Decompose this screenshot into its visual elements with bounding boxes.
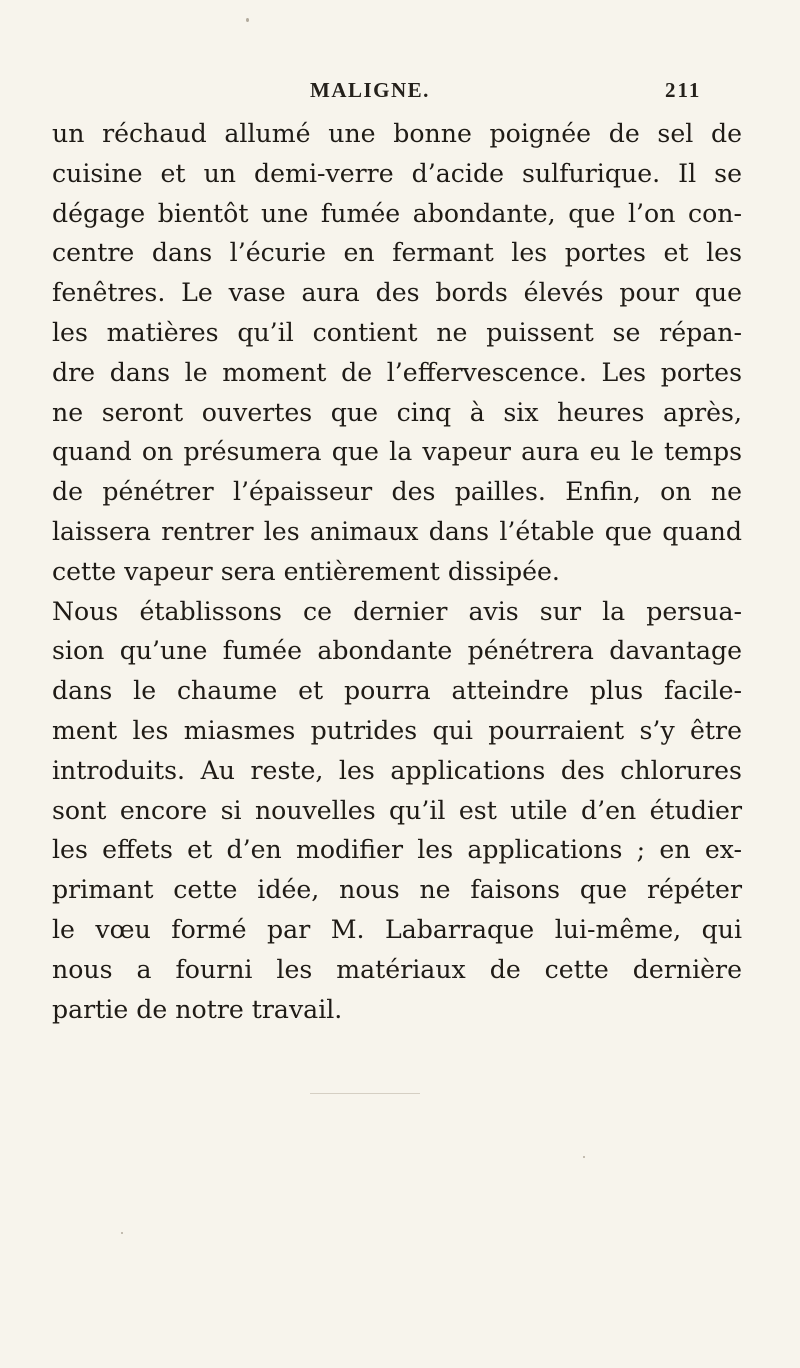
paper-speck [246,18,249,22]
text-line: centre dans l’écurie en fermant les portes et les [52,238,742,268]
text-line: ne seront ouvertes que cinq à six heures après, [52,397,742,427]
text-line: Nous établissons ce dernier avis sur la persua- [52,596,742,626]
text-line: partie de notre travail. [52,994,343,1024]
text-line: sont encore si nouvelles qu’il est utile d’en étudier [52,795,742,825]
text-line: fenêtres. Le vase aura des bords élevés pour que [52,278,742,308]
text-line: dre dans le moment de l’effervescence. Les portes [52,357,742,387]
text-line: les effets et d’en modifier les applications ; en ex- [52,835,742,865]
paragraph-1 [52,114,742,592]
text-line: les matières qu’il contient ne puissent se répan- [52,317,742,347]
text-line: le vœu formé par M. Labarraque lui-même, qui [52,914,742,944]
running-title: MALIGNE. [310,78,430,102]
text-line: quand on présumera que la vapeur aura eu le temps [52,437,742,467]
text-line: laissera rentrer les animaux dans l’étable que quand [52,516,742,546]
text-line: sion qu’une fumée abondante pénétrera davantage [52,636,742,666]
text-line: de pénétrer l’épaisseur des pailles. Enfin, on ne [52,477,742,507]
paper-speck [121,1232,123,1234]
show-through-rule [310,1093,420,1094]
paper-speck [583,1156,585,1158]
text-line: dans le chaume et pourra atteindre plus facile- [52,676,742,706]
text-line: primant cette idée, nous ne faisons que répéter [52,875,742,905]
paragraph-2 [52,592,742,1030]
text-line: introduits. Au reste, les applications des chlorures [52,755,742,785]
text-line: un réchaud allumé une bonne poignée de sel de [52,119,742,148]
running-head [0,78,800,110]
body-text [52,114,742,1029]
page-number: 211 [665,78,702,102]
text-line: cette vapeur sera entièrement dissipée. [52,556,560,586]
text-line: dégage bientôt une fumée abondante, que l’on con- [52,198,742,228]
text-line: cuisine et un demi-verre d’acide sulfurique. Il se [52,158,742,188]
text-line: nous a fourni les matériaux de cette dernière [52,954,742,984]
text-line: ment les miasmes putrides qui pourraient s’y être [52,715,742,745]
